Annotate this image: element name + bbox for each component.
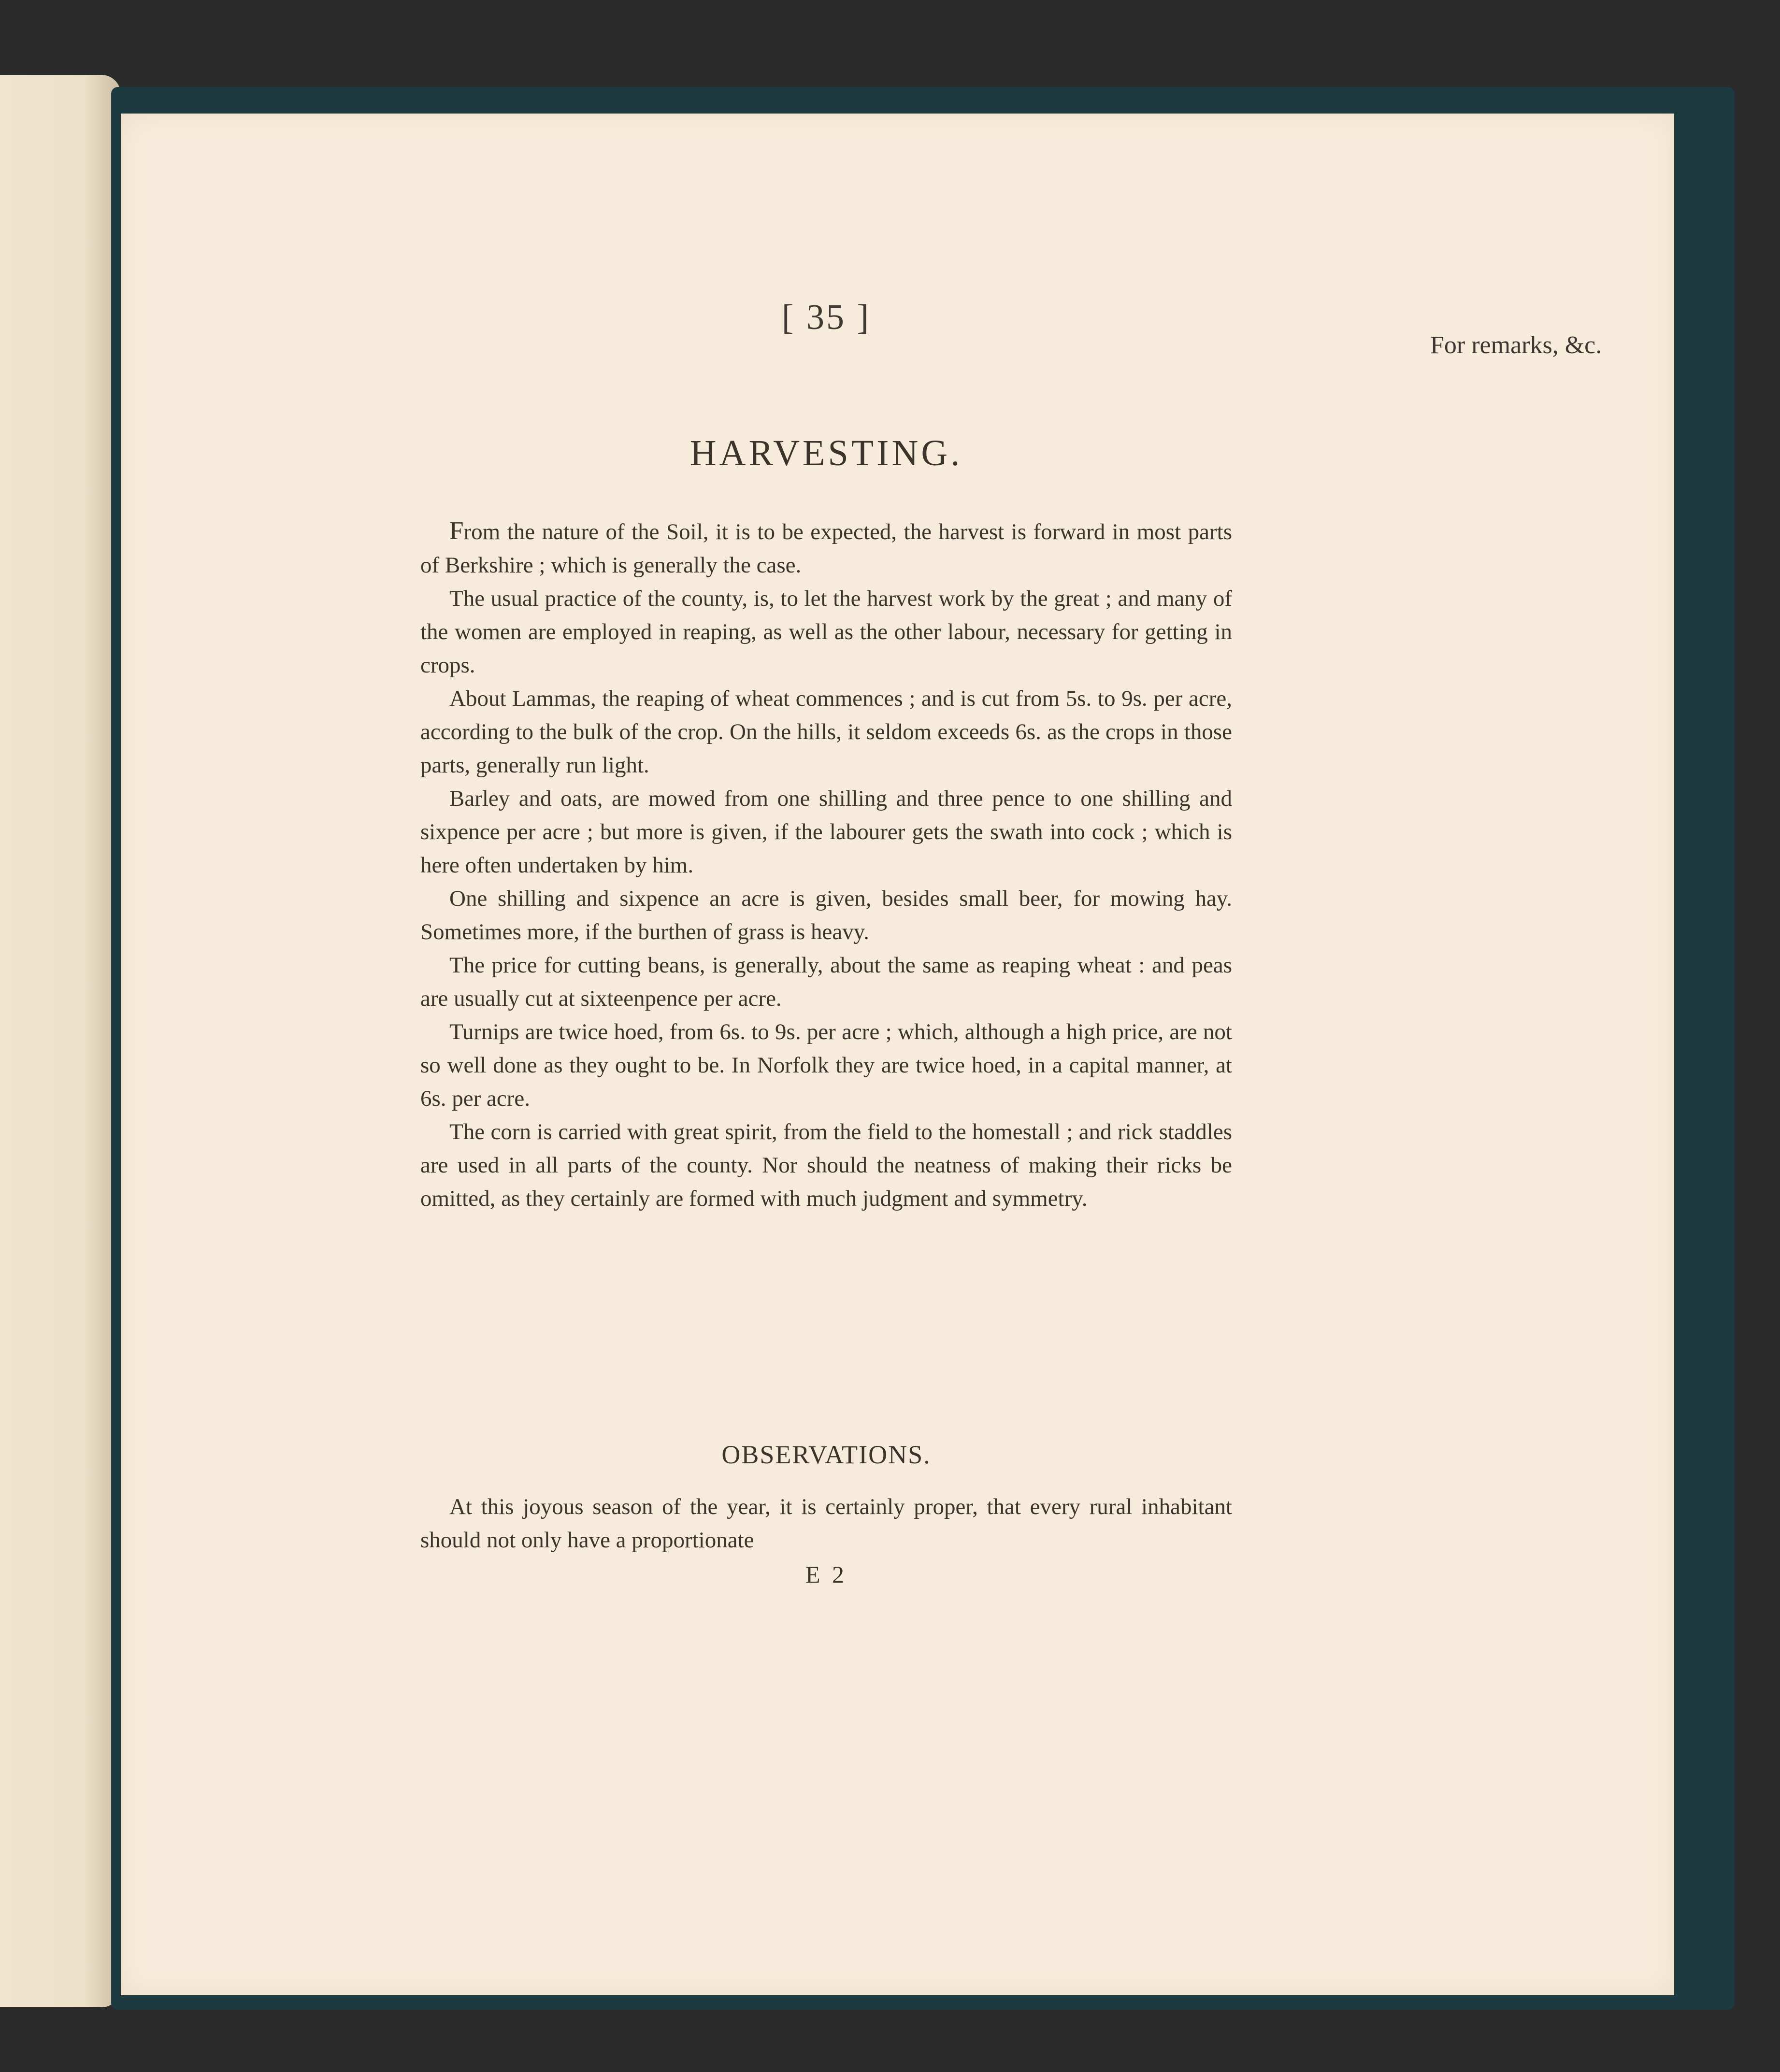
observations-text: [420, 1490, 1232, 1557]
paragraph: The usual practice of the county, is, to let the harvest work by the great ; and many of the women are employed in reaping, as well as the other labour, necessary for getting in crops.: [420, 586, 1232, 678]
observations-heading: OBSERVATIONS.: [721, 1440, 931, 1469]
page-number: [ 35 ]: [781, 298, 871, 337]
paragraph: From the nature of the Soil, it is to be expected, the harvest is forward in most parts of Berkshire ; which is generally the case.: [420, 517, 1232, 578]
paragraph: Turnips are twice hoed, from 6s. to 9s. per acre ; which, although a high price, are not so well done as they ought to be. In Norfolk they are twice hoed, in a capital manner, at 6s. per acre.: [420, 1019, 1232, 1111]
section-title: HARVESTING.: [689, 433, 963, 473]
paragraph: The corn is carried with great spirit, from the field to the homestall ; and rick staddles are used in all parts of the county. Nor should the neatness of making their ricks be omitted, as they certainly are formed with much judgment and symmetry.: [420, 1119, 1232, 1211]
paragraph: The price for cutting beans, is generally, about the same as reaping wheat : and peas are usually cut at sixteenpence per acre.: [420, 953, 1232, 1011]
book-page: [121, 114, 1674, 1995]
paragraph: At this joyous season of the year, it is certainly proper, that every rural inhabitant should not only have a proportionate: [420, 1494, 1232, 1553]
paragraph: Barley and oats, are mowed from one shilling and three pence to one shilling and sixpence per acre ; but more is given, if the labourer gets the swath into cock ; which is here often undertaken by him.: [420, 786, 1232, 878]
facing-page-edge: [0, 75, 121, 2007]
body-text: [420, 514, 1232, 1215]
paragraph: One shilling and sixpence an acre is given, besides small beer, for mowing hay. Sometimes more, if the burthen of grass is heavy.: [420, 886, 1232, 944]
signature-mark: E 2: [805, 1561, 847, 1588]
paragraph: About Lammas, the reaping of wheat commences ; and is cut from 5s. to 9s. per acre, according to the bulk of the crop. On the hills, it seldom exceeds 6s. as the crops in those parts, generally run light.: [420, 686, 1232, 778]
margin-note: For remarks, &c.: [1430, 331, 1602, 359]
